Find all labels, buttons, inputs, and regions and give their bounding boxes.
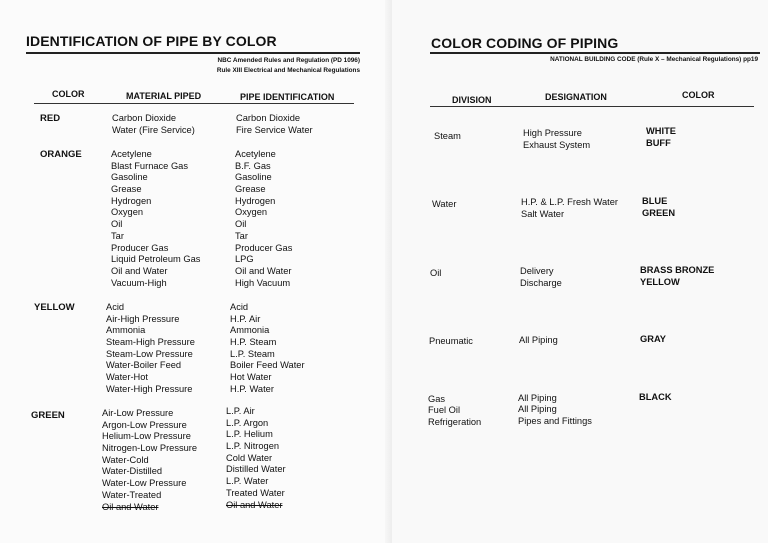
division-steam: Steam bbox=[434, 131, 461, 141]
right-title-rule bbox=[430, 52, 760, 54]
header-division: DIVISION bbox=[452, 95, 492, 105]
left-title: IDENTIFICATION OF PIPE BY COLOR bbox=[26, 33, 277, 49]
division-refrigeration: Refrigeration bbox=[428, 417, 482, 427]
pipe-color-value: BUFF bbox=[646, 138, 671, 148]
identification-item: Oxygen bbox=[235, 207, 268, 218]
header-pipe-identification: PIPE IDENTIFICATION bbox=[240, 92, 335, 102]
material-item: Acid bbox=[106, 302, 125, 312]
material-item: Water-Low Pressure bbox=[102, 478, 187, 489]
material-item: Water-Boiler Feed bbox=[106, 360, 182, 371]
identification-item: LPG bbox=[235, 254, 254, 265]
material-item: Carbon Dioxide bbox=[112, 113, 177, 123]
identification-item: Acid bbox=[230, 302, 249, 312]
designation-item: Pipes and Fittings bbox=[518, 416, 592, 426]
material-item: Oil bbox=[111, 219, 123, 230]
material-item: Oil and Water bbox=[111, 265, 168, 276]
right-header-rule bbox=[430, 106, 754, 107]
material-item: Blast Furnace Gas bbox=[111, 160, 188, 171]
material-list-yellow bbox=[106, 302, 195, 396]
identification-list-yellow bbox=[230, 302, 305, 396]
material-item: Tar bbox=[111, 230, 124, 241]
header-color: COLOR bbox=[52, 89, 85, 99]
identification-item: Boiler Feed Water bbox=[230, 360, 305, 371]
division-pneumatic: Pneumatic bbox=[429, 336, 473, 346]
identification-item: L.P. Steam bbox=[230, 348, 275, 359]
identification-item: L.P. Water bbox=[226, 476, 269, 487]
material-item: Hydrogen bbox=[111, 195, 152, 206]
identification-item: L.P. Nitrogen bbox=[226, 441, 280, 452]
identification-list-red bbox=[236, 113, 313, 136]
identification-item: Cold Water bbox=[226, 452, 273, 463]
left-subtitle-line2: Rule XIII Electrical and Mechanical Regulations bbox=[216, 67, 360, 74]
material-item: Water-Distilled bbox=[102, 466, 163, 477]
identification-item: Treated Water bbox=[226, 487, 285, 498]
left-title-rule bbox=[26, 52, 360, 54]
pipe-color-value: GREEN bbox=[642, 208, 676, 218]
color-label-green: GREEN bbox=[31, 410, 65, 421]
material-item: Producer Gas bbox=[111, 242, 169, 253]
identification-item: H.P. Steam bbox=[230, 337, 277, 348]
material-item: Steam-High Pressure bbox=[106, 337, 195, 348]
identification-item: B.F. Gas bbox=[235, 160, 271, 171]
left-header-rule bbox=[34, 103, 354, 104]
identification-item: H.P. Water bbox=[230, 383, 274, 394]
right-title: COLOR CODING OF PIPING bbox=[431, 35, 619, 51]
material-item: Oxygen bbox=[111, 207, 144, 218]
material-item: Water-Hot bbox=[106, 372, 149, 383]
identification-item: Producer Gas bbox=[235, 242, 293, 253]
color-label-yellow: YELLOW bbox=[34, 302, 75, 313]
material-item: Vacuum-High bbox=[111, 277, 167, 288]
left-subtitle-line1: NBC Amended Rules and Regulation (PD 1096) bbox=[217, 57, 360, 64]
material-item: Argon-Low Pressure bbox=[102, 419, 187, 430]
identification-item: Grease bbox=[235, 184, 266, 195]
material-item: Helium-Low Pressure bbox=[102, 431, 191, 442]
material-item: Acetylene bbox=[111, 149, 152, 159]
designation-item: Delivery bbox=[520, 266, 554, 276]
identification-item: L.P. Air bbox=[226, 406, 255, 416]
pipe-color-value: BRASS BRONZE bbox=[640, 265, 715, 275]
identification-item: High Vacuum bbox=[235, 277, 291, 288]
identification-item: Distilled Water bbox=[226, 464, 286, 475]
designation-item: Discharge bbox=[520, 278, 562, 288]
division-water: Water bbox=[432, 199, 457, 209]
identification-item: Gasoline bbox=[235, 172, 272, 183]
pipe-color-value: BLACK bbox=[639, 392, 672, 402]
designation-item: H.P. & L.P. Fresh Water bbox=[521, 197, 618, 207]
designation-item: All Piping bbox=[519, 335, 558, 345]
right-page bbox=[392, 0, 768, 543]
identification-item: L.P. Argon bbox=[226, 417, 269, 428]
identification-item: L.P. Helium bbox=[226, 429, 273, 440]
designation-item: All Piping bbox=[518, 404, 557, 414]
identification-list-orange bbox=[235, 149, 292, 289]
division-fuel-oil: Fuel Oil bbox=[428, 405, 461, 415]
header-designation: DESIGNATION bbox=[545, 92, 607, 102]
header-color-right: COLOR bbox=[682, 90, 715, 100]
pipe-color-value: GRAY bbox=[640, 334, 667, 344]
right-subtitle: NATIONAL BUILDING CODE (Rule X – Mechanical Regulations) pp19 bbox=[550, 56, 758, 63]
color-label-red: RED bbox=[40, 113, 61, 124]
material-item: Water-Cold bbox=[102, 454, 149, 465]
material-item: Nitrogen-Low Pressure bbox=[102, 443, 198, 454]
material-item: Grease bbox=[111, 184, 142, 195]
identification-item: Oil and Water bbox=[235, 265, 292, 276]
material-item: Steam-Low Pressure bbox=[106, 348, 193, 359]
material-item: Air-High Pressure bbox=[106, 313, 180, 324]
pipe-color-value: BLUE bbox=[642, 196, 668, 206]
identification-item: Hot Water bbox=[230, 372, 272, 383]
identification-item: Hydrogen bbox=[235, 195, 276, 206]
identification-list-green bbox=[226, 406, 286, 511]
division-gas: Gas bbox=[428, 394, 446, 404]
color-label-orange: ORANGE bbox=[40, 149, 82, 160]
identification-item: Carbon Dioxide bbox=[236, 113, 301, 123]
material-list-green bbox=[102, 408, 197, 513]
material-list-orange bbox=[111, 149, 200, 289]
material-item: Liquid Petroleum Gas bbox=[111, 254, 201, 265]
identification-item: Ammonia bbox=[230, 325, 270, 336]
material-item: Ammonia bbox=[106, 325, 146, 336]
designation-item: Exhaust System bbox=[523, 140, 591, 150]
designation-item: High Pressure bbox=[523, 128, 582, 138]
material-item-struck: Oil and Water bbox=[102, 501, 159, 512]
material-item: Water-Treated bbox=[102, 489, 162, 500]
designation-item: All Piping bbox=[518, 393, 557, 403]
identification-item: Oil bbox=[235, 219, 247, 230]
pipe-color-value: WHITE bbox=[646, 126, 676, 136]
material-list-red bbox=[112, 113, 195, 136]
pipe-color-value: YELLOW bbox=[640, 277, 680, 287]
material-item: Air-Low Pressure bbox=[102, 408, 174, 418]
identification-item: Acetylene bbox=[235, 149, 276, 159]
identification-item: H.P. Air bbox=[230, 313, 261, 324]
material-item: Water-High Pressure bbox=[106, 383, 193, 394]
header-material-piped: MATERIAL PIPED bbox=[126, 91, 202, 101]
identification-item: Fire Service Water bbox=[236, 124, 313, 135]
division-oil: Oil bbox=[430, 268, 442, 278]
material-item: Water (Fire Service) bbox=[112, 124, 195, 135]
material-item: Gasoline bbox=[111, 172, 148, 183]
identification-item-struck: Oil and Water bbox=[226, 499, 283, 510]
designation-item: Salt Water bbox=[521, 209, 565, 219]
identification-item: Tar bbox=[235, 230, 248, 241]
